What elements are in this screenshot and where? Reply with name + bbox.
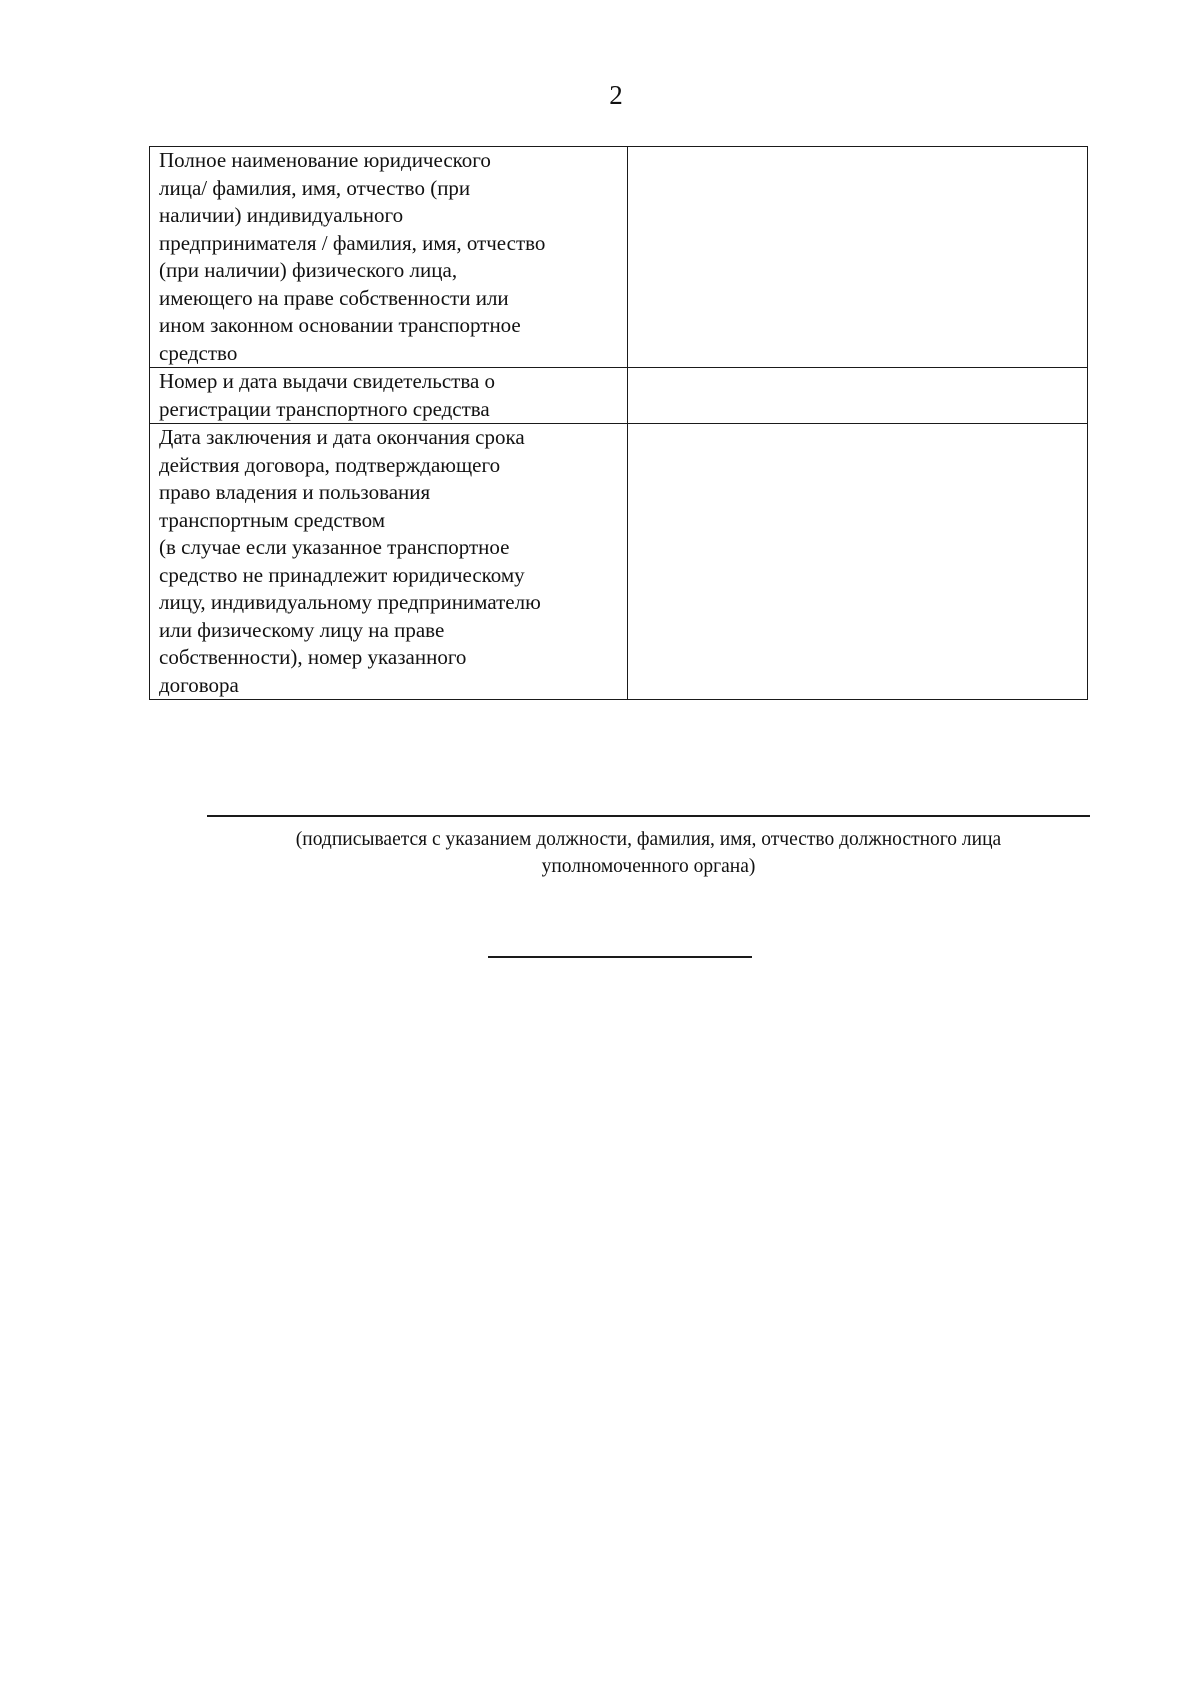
signature-line [207,815,1090,817]
contract-dates-value[interactable] [628,424,1088,700]
registration-certificate-value[interactable] [628,368,1088,424]
closing-line [488,956,752,958]
vehicle-owner-info-table [149,146,1088,700]
page-number: 2 [609,80,623,110]
table-row-registration-certificate [150,368,1088,424]
owner-name-label: Полное наименование юридического лица/ фамилия, имя, отчество (при наличии) индивидуального предпринимателя / фамилия, имя, отчество (при наличии) физического лица, имеющего на праве собственности или ином законном основании транспортное средство [150,147,628,368]
table-row-owner-name [150,147,1088,368]
registration-certificate-label: Номер и дата выдачи свидетельства о регистрации транспортного средства [150,368,628,424]
owner-name-value[interactable] [628,147,1088,368]
signature-caption: (подписывается с указанием должности, фамилия, имя, отчество должностного лица уполномоченного органа) [295,829,1002,877]
table-row-contract-dates [150,424,1088,700]
contract-dates-label: Дата заключения и дата окончания срока действия договора, подтверждающего право владения и пользования транспортным средством (в случае если указанное транспортное средство не принадлежит юридическому лицу, индивидуальному предпринимателю или физическому лицу на праве собственности), номер указанного договора [150,424,628,700]
